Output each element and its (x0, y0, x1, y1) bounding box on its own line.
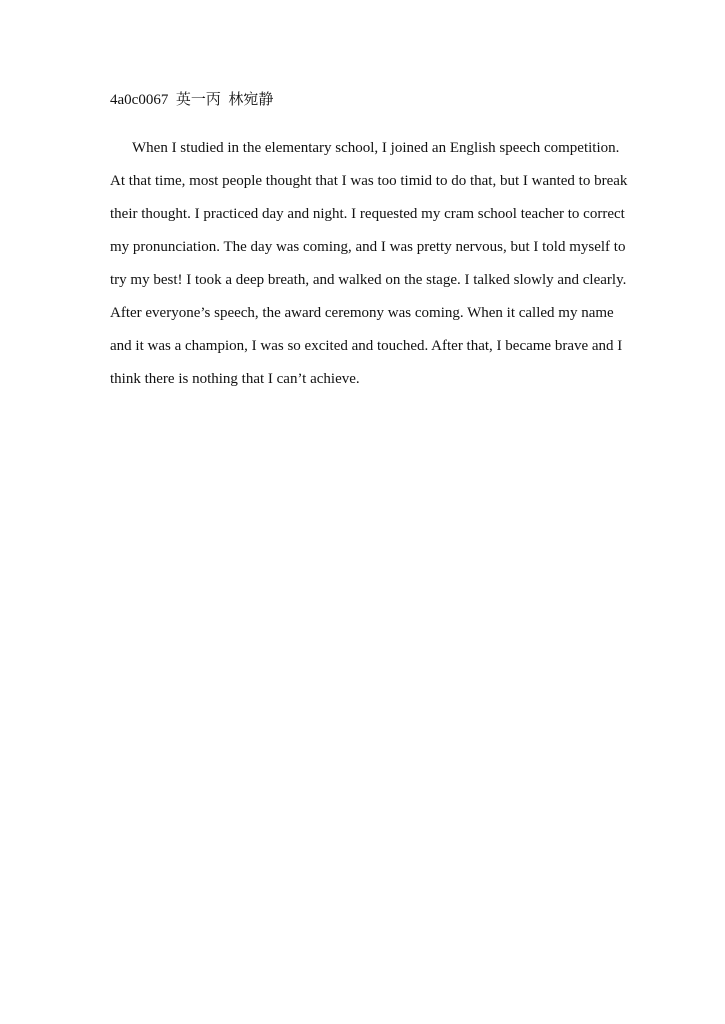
paragraph-line: and it was a champion, I was so excited and touched. After that, I became brave and I (110, 338, 623, 354)
paragraph-line: try my best! I took a deep breath, and walked on the stage. I talked slowly and clearly. (110, 272, 627, 288)
paragraph-line: my pronunciation. The day was coming, and I was pretty nervous, but I told myself to (110, 239, 626, 255)
essay-paragraph (110, 138, 628, 402)
paragraph-line: At that time, most people thought that I was too timid to do that, but I wanted to break (110, 173, 628, 189)
paragraph-line: their thought. I practiced day and night. I requested my cram school teacher to correct (110, 206, 625, 222)
paragraph-line: think there is nothing that I can’t achieve. (110, 371, 360, 387)
document-header: 4a0c0067 英一丙 林宛静 (110, 92, 274, 108)
paragraph-line: When I studied in the elementary school, I joined an English speech competition. (132, 140, 620, 156)
paragraph-line: After everyone’s speech, the award ceremony was coming. When it called my name (110, 305, 614, 321)
